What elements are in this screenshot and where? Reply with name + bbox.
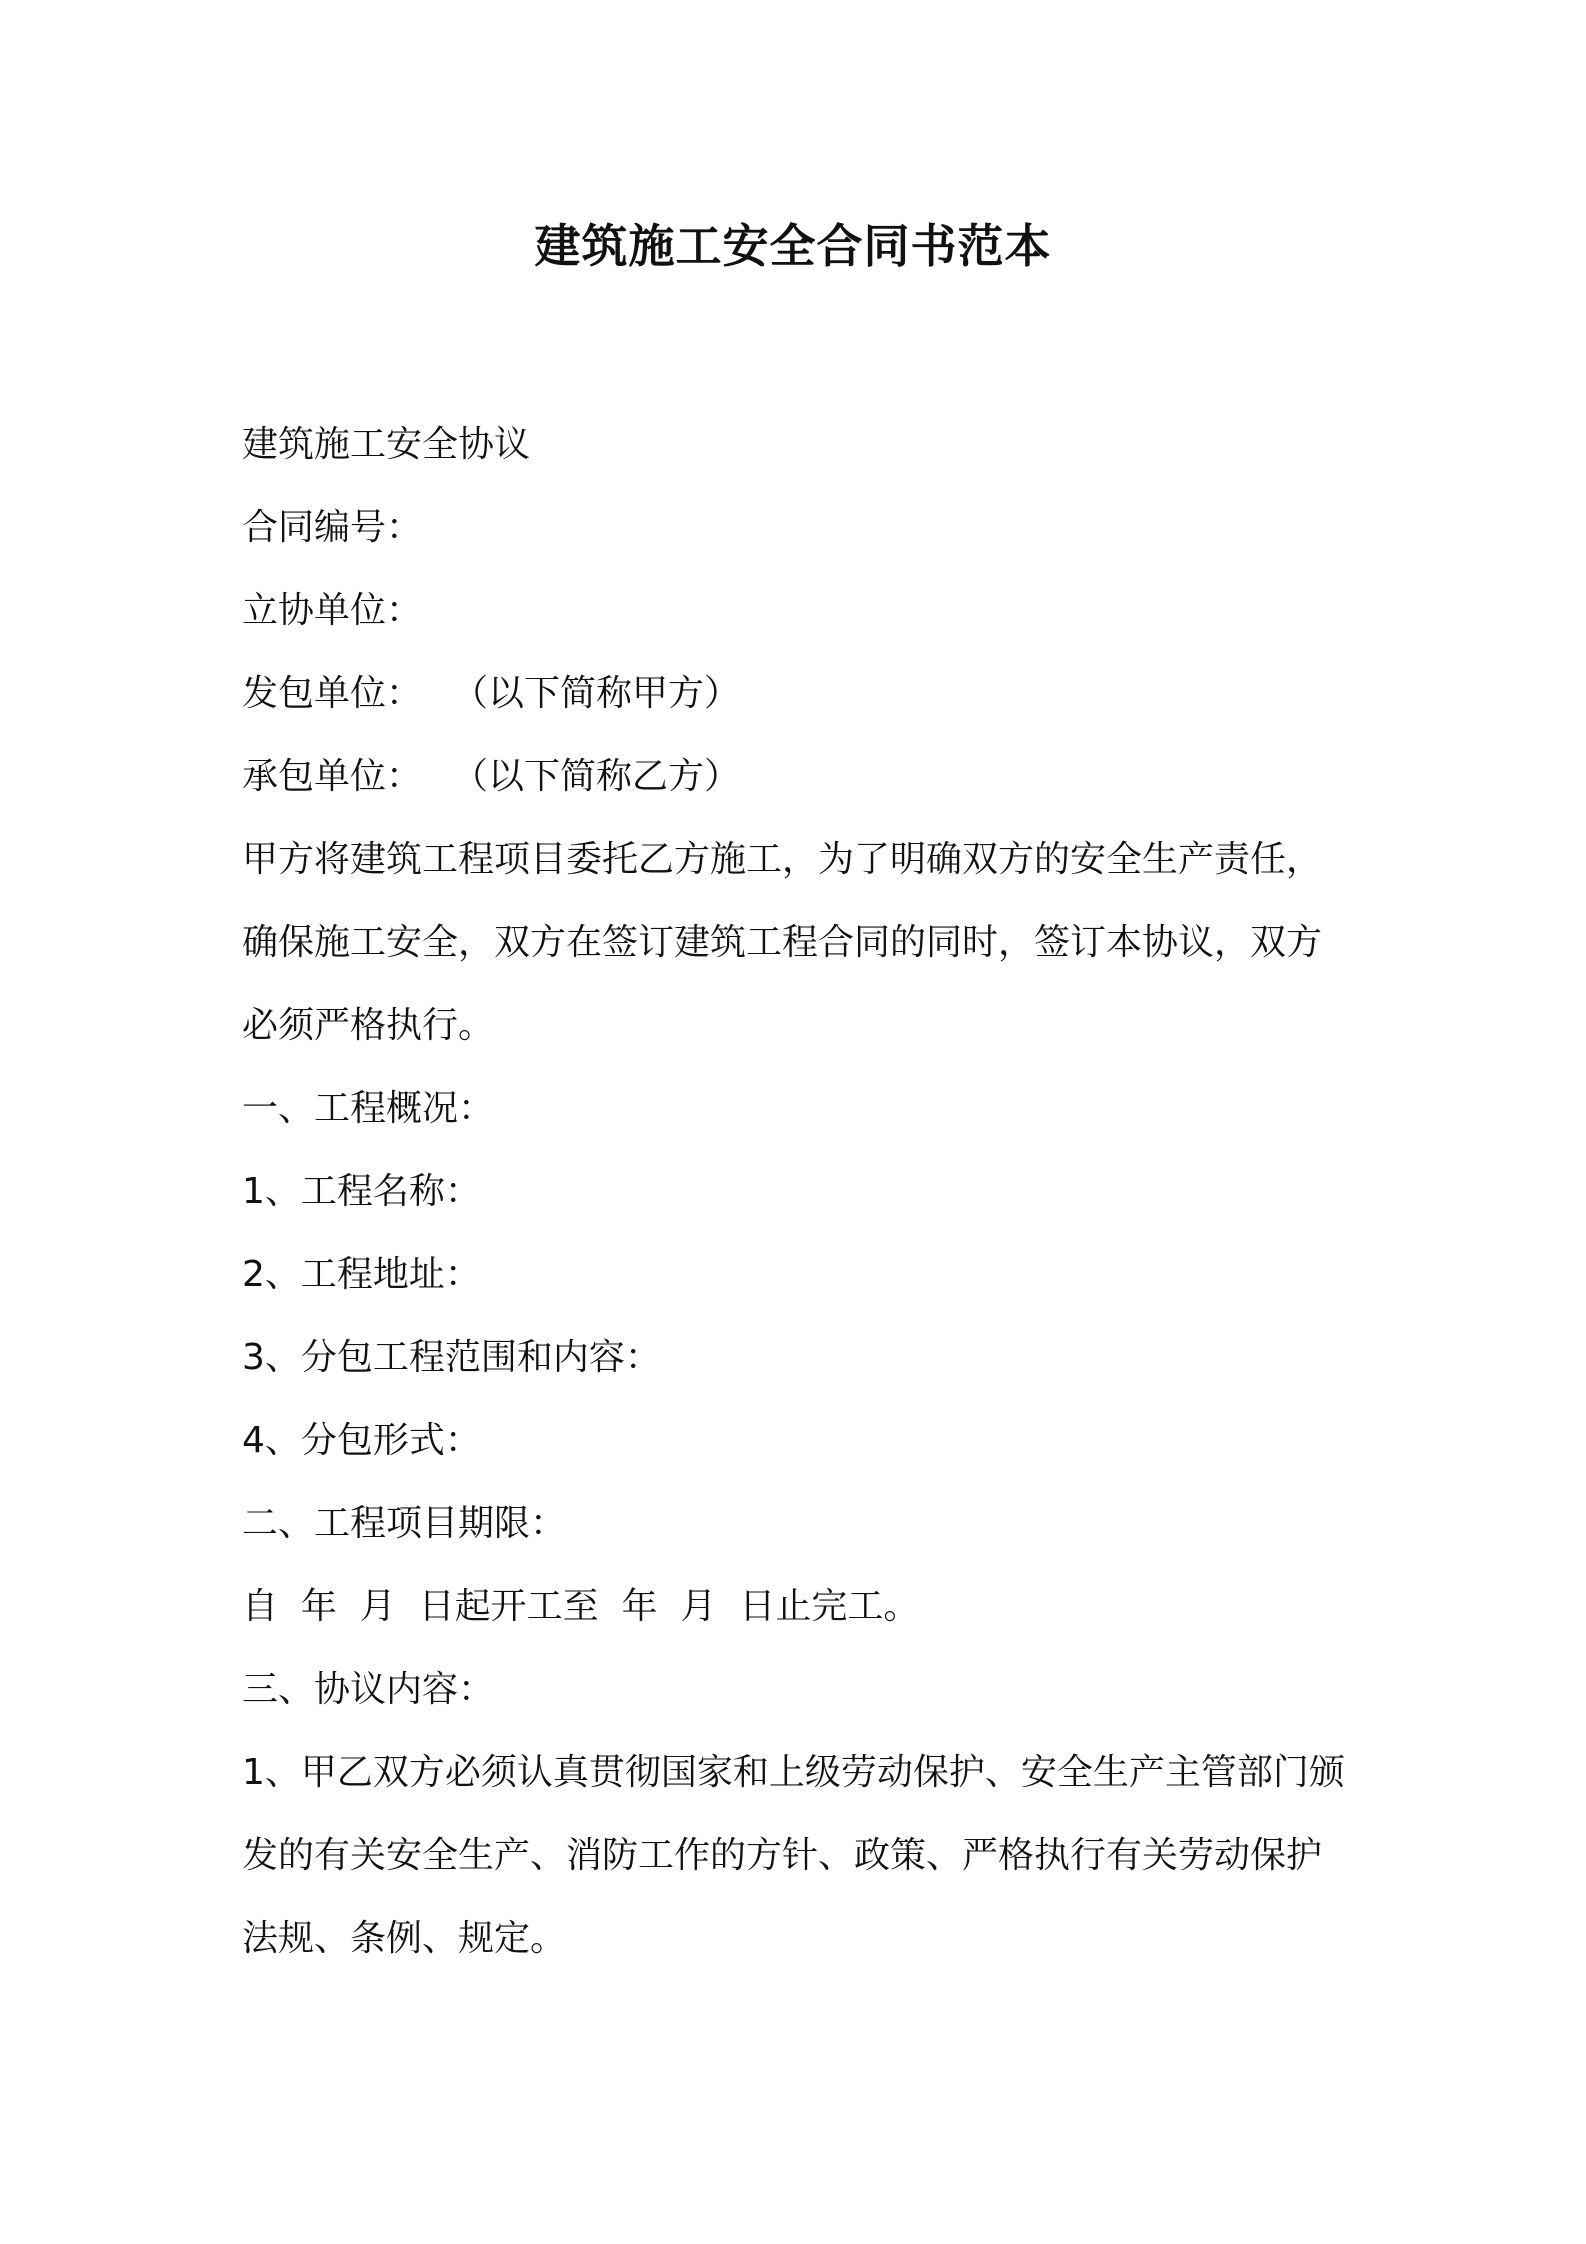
employer-label: 发包单位： (242, 673, 423, 714)
subcontract-form-item: 4、分包形式： (242, 1420, 481, 1461)
section-2-heading: 二、工程项目期限： (242, 1503, 567, 1544)
document-body (242, 403, 1356, 1980)
contractor-line (242, 735, 1356, 818)
project-term-line: 自 年 月 日起开工至 年 月 日止完工。 (242, 1586, 920, 1627)
agreement-heading: 建筑施工安全协议 (242, 424, 531, 465)
section-1-heading: 一、工程概况： (242, 1088, 495, 1129)
signing-parties-line: 立协单位： (242, 590, 423, 631)
employer-line (242, 652, 1356, 735)
contractor-note: （以下简称乙方） (452, 756, 741, 797)
employer-note: （以下简称甲方） (452, 673, 741, 714)
agreement-clause-1: 1、甲乙双方必须认真贯彻国家和上级劳动保护、安全生产主管部门颁发的有关安全生产、消防工作的方针、政策、严格执行有关劳动保护法规、条例、规定。 (242, 1752, 1345, 1959)
contractor-label: 承包单位： (242, 756, 423, 797)
subcontract-scope-item: 3、分包工程范围和内容： (242, 1337, 661, 1378)
document-title: 建筑施工安全合同书范本 (534, 219, 1052, 273)
project-address-item: 2、工程地址： (242, 1254, 481, 1295)
contract-number-line: 合同编号： (242, 507, 423, 548)
section-3-heading: 三、协议内容： (242, 1669, 495, 1710)
intro-paragraph: 甲方将建筑工程项目委托乙方施工，为了明确双方的安全生产责任，确保施工安全，双方在签订建筑工程合同的同时，签订本协议，双方必须严格执行。 (242, 839, 1323, 1046)
project-name-item: 1、工程名称： (242, 1171, 481, 1212)
